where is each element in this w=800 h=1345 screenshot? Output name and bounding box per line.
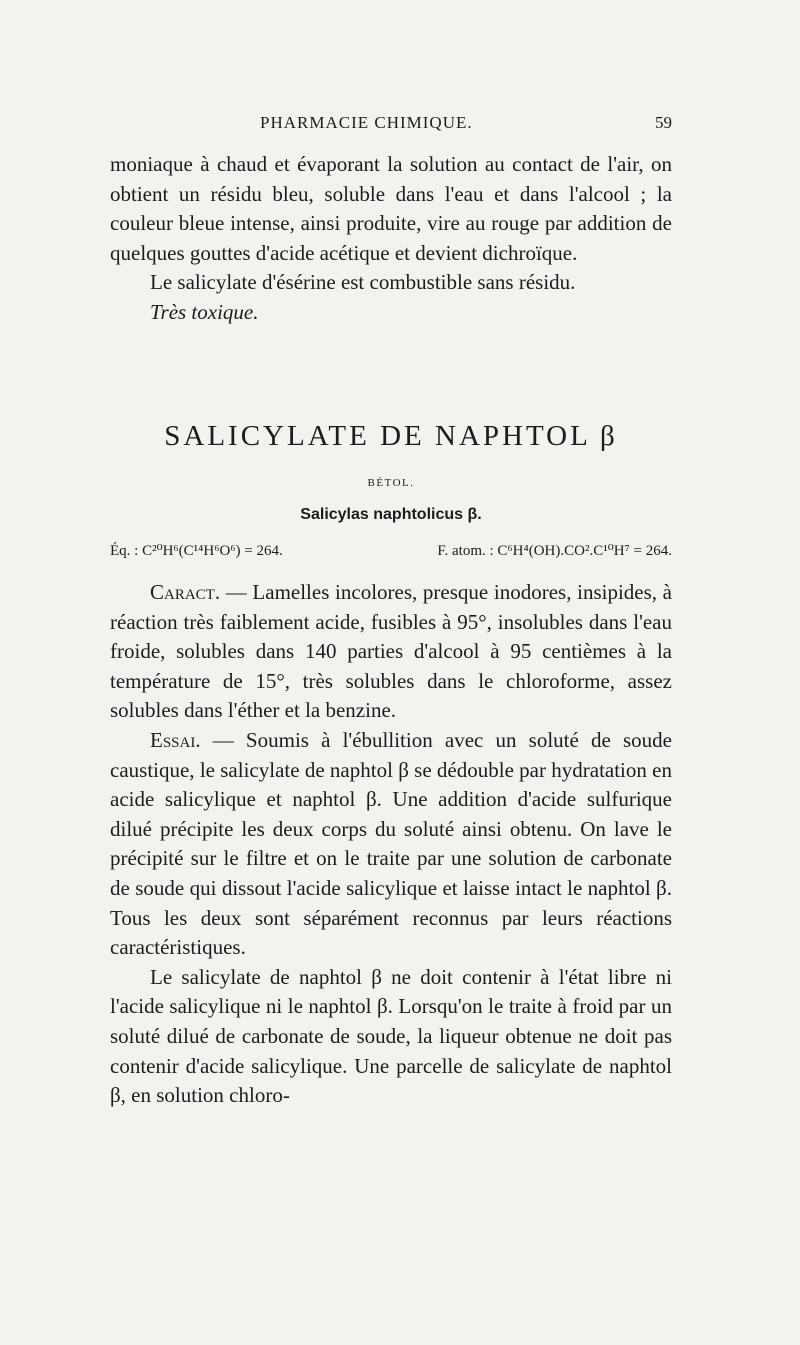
section-title: SALICYLATE DE NAPHTOL β — [164, 420, 618, 452]
essai-text: — Soumis à l'ébullition avec un soluté de soude caustique, le salicylate de naphtol β se dédouble par hydratation en acide salicylique et naphtol β. Une addition d'acide sulfurique dilué précipite les deux corps du soluté ainsi obtenu. On lave le précipité sur le filtre et on le traite par une solution de carbonate de soude qui dissout l'acide salicylique et laisse intact le naphtol β. Tous les deux sont séparément reconnus par leurs réactions caractéristiques. — [110, 727, 672, 960]
purity-paragraph: Le salicylate de naphtol β ne doit contenir à l'état libre ni l'acide salicylique ni le naphtol β. Lorsqu'on le traite à froid par un soluté dilué de carbonate de soude, la liqueur obtenue ne doit pas contenir d'acide salicylique. Une parcelle de salicylate de naphtol β, en solution chloro- — [110, 964, 672, 1108]
atomic-formula: F. atom. : C⁶H⁴(OH).CO².C¹⁰H⁷ = 264. — [437, 543, 672, 559]
section-subtitle: BÉTOL. — [367, 477, 415, 489]
formula-row — [110, 541, 672, 561]
page-number: 59 — [655, 113, 672, 132]
intro-paragraph: moniaque à chaud et évaporant la solution au contact de l'air, on obtient un résidu bleu, soluble dans l'eau et dans l'alcool ; la couleur bleue intense, ainsi produite, vire au rouge par addition de quelques gouttes d'acide acétique et devient dichroïque. — [110, 152, 672, 265]
intro-paragraph: Le salicylate d'ésérine est combustible sans résidu. — [150, 270, 576, 295]
intro-text — [110, 150, 672, 328]
caract-paragraph — [110, 578, 672, 726]
latin-name: Salicylas naphtolicus β. — [300, 506, 482, 523]
essai-paragraph — [110, 726, 672, 963]
equivalent-formula: Éq. : C²⁰H⁶(C¹⁴H⁶O⁶) = 264. — [110, 543, 283, 559]
monograph-text — [110, 578, 672, 1111]
page-header — [110, 113, 672, 139]
toxicity-note: Très toxique. — [150, 299, 259, 324]
essai-lead: Essai. — [150, 727, 201, 752]
caract-text: — Lamelles incolores, presque inodores, insipides, à réaction très faiblement acide, fusibles à 95°, insolubles dans l'eau froide, solubles dans 140 parties d'alcool à 95 centièmes à la température de 15°, très solubles dans le chloroforme, assez solubles dans l'éther et la benzine. — [110, 580, 672, 723]
running-head: PHARMACIE CHIMIQUE. — [260, 113, 473, 132]
caract-lead: Caract. — [150, 580, 221, 604]
